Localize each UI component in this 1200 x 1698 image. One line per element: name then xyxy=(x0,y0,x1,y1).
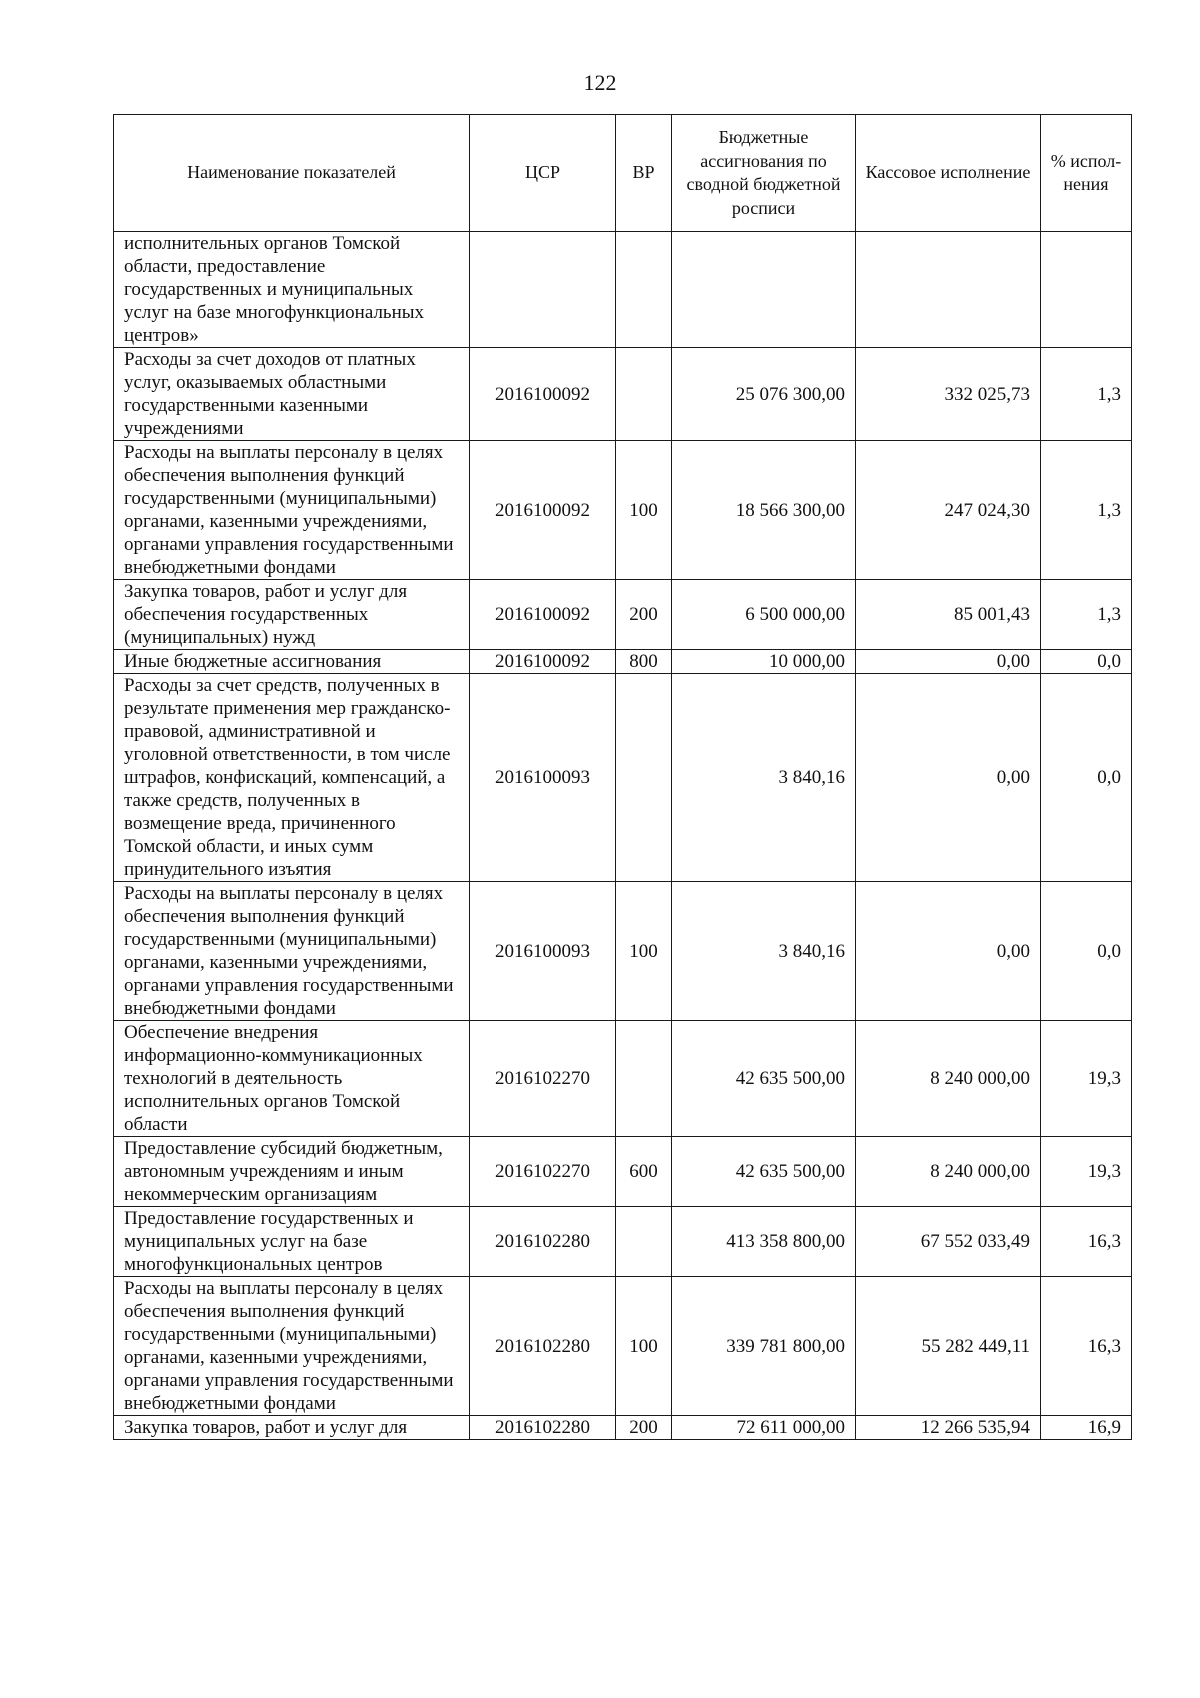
row-vr: 600 xyxy=(616,1137,672,1207)
row-allocations: 413 358 800,00 xyxy=(672,1207,856,1277)
row-csr: 2016100093 xyxy=(470,674,616,882)
row-percent: 0,0 xyxy=(1041,882,1132,1021)
row-percent: 16,3 xyxy=(1041,1207,1132,1277)
row-percent: 16,3 xyxy=(1041,1277,1132,1416)
row-name: Закупка товаров, работ и услуг для xyxy=(114,1416,470,1440)
table-row xyxy=(114,650,1132,674)
row-vr xyxy=(616,1207,672,1277)
table-row xyxy=(114,1021,1132,1137)
row-vr: 800 xyxy=(616,650,672,674)
table-row xyxy=(114,882,1132,1021)
table-row xyxy=(114,580,1132,650)
row-csr: 2016100092 xyxy=(470,580,616,650)
row-vr: 200 xyxy=(616,1416,672,1440)
row-csr: 2016100093 xyxy=(470,882,616,1021)
row-allocations: 25 076 300,00 xyxy=(672,348,856,441)
row-name: Предоставление государственных и муниципальных услуг на базе многофункциональных центров xyxy=(114,1207,470,1277)
row-execution: 0,00 xyxy=(856,674,1041,882)
table-row xyxy=(114,1137,1132,1207)
row-allocations: 42 635 500,00 xyxy=(672,1021,856,1137)
header-vr: ВР xyxy=(616,115,672,232)
table-header-row xyxy=(114,115,1132,232)
row-csr: 2016102280 xyxy=(470,1416,616,1440)
row-percent: 1,3 xyxy=(1041,441,1132,580)
row-percent: 0,0 xyxy=(1041,650,1132,674)
budget-execution-table xyxy=(113,114,1132,1440)
header-allocations: Бюджетные ассигнования по сводной бюджетной росписи xyxy=(672,115,856,232)
table-row xyxy=(114,1416,1132,1440)
row-percent: 16,9 xyxy=(1041,1416,1132,1440)
row-csr: 2016100092 xyxy=(470,441,616,580)
row-csr: 2016100092 xyxy=(470,348,616,441)
row-execution: 85 001,43 xyxy=(856,580,1041,650)
row-execution: 332 025,73 xyxy=(856,348,1041,441)
row-vr xyxy=(616,232,672,348)
row-vr: 100 xyxy=(616,1277,672,1416)
row-execution: 67 552 033,49 xyxy=(856,1207,1041,1277)
row-percent: 19,3 xyxy=(1041,1137,1132,1207)
row-name: Предоставление субсидий бюджетным, автономным учреждениям и иным некоммерческим организациям xyxy=(114,1137,470,1207)
row-name: Расходы на выплаты персоналу в целях обеспечения выполнения функций государственными (муниципальными) органами, казенными учреждениями, органами управления государственными внебюджетными фондами xyxy=(114,441,470,580)
row-percent: 1,3 xyxy=(1041,580,1132,650)
row-allocations: 18 566 300,00 xyxy=(672,441,856,580)
row-name: Расходы на выплаты персоналу в целях обеспечения выполнения функций государственными (муниципальными) органами, казенными учреждениями, органами управления государственными внебюджетными фондами xyxy=(114,882,470,1021)
row-name: исполнительных органов Томской области, предоставление государственных и муниципальных услуг на базе многофункциональных центров» xyxy=(114,232,470,348)
table-row xyxy=(114,1277,1132,1416)
row-execution: 12 266 535,94 xyxy=(856,1416,1041,1440)
row-name: Расходы за счет средств, полученных в результате применения мер гражданско-правовой, административной и уголовной ответственности, в том числе штрафов, конфискаций, компенсаций, а также средств, полученных в возмещение вреда, причиненного Томской области, и иных сумм принудительного изъятия xyxy=(114,674,470,882)
row-percent: 1,3 xyxy=(1041,348,1132,441)
table-row xyxy=(114,232,1132,348)
row-execution: 8 240 000,00 xyxy=(856,1021,1041,1137)
row-allocations: 10 000,00 xyxy=(672,650,856,674)
row-percent xyxy=(1041,232,1132,348)
table-row xyxy=(114,1207,1132,1277)
row-name: Иные бюджетные ассигнования xyxy=(114,650,470,674)
row-vr: 100 xyxy=(616,882,672,1021)
row-allocations: 339 781 800,00 xyxy=(672,1277,856,1416)
header-name: Наименование показателей xyxy=(114,115,470,232)
row-execution: 247 024,30 xyxy=(856,441,1041,580)
row-execution: 8 240 000,00 xyxy=(856,1137,1041,1207)
row-csr: 2016102270 xyxy=(470,1137,616,1207)
row-percent: 0,0 xyxy=(1041,674,1132,882)
row-execution: 55 282 449,11 xyxy=(856,1277,1041,1416)
header-percent: % испол-нения xyxy=(1041,115,1132,232)
row-vr: 200 xyxy=(616,580,672,650)
row-allocations: 42 635 500,00 xyxy=(672,1137,856,1207)
row-allocations: 3 840,16 xyxy=(672,882,856,1021)
row-vr: 100 xyxy=(616,441,672,580)
page-number: 122 xyxy=(583,70,617,95)
row-percent: 19,3 xyxy=(1041,1021,1132,1137)
table-row xyxy=(114,674,1132,882)
row-execution: 0,00 xyxy=(856,650,1041,674)
row-csr xyxy=(470,232,616,348)
row-allocations: 3 840,16 xyxy=(672,674,856,882)
table-row xyxy=(114,441,1132,580)
row-csr: 2016102280 xyxy=(470,1207,616,1277)
row-name: Закупка товаров, работ и услуг для обеспечения государственных (муниципальных) нужд xyxy=(114,580,470,650)
row-allocations: 72 611 000,00 xyxy=(672,1416,856,1440)
row-execution: 0,00 xyxy=(856,882,1041,1021)
table-row xyxy=(114,348,1132,441)
row-allocations xyxy=(672,232,856,348)
row-csr: 2016102280 xyxy=(470,1277,616,1416)
row-allocations: 6 500 000,00 xyxy=(672,580,856,650)
row-name: Обеспечение внедрения информационно-коммуникационных технологий в деятельность исполнительных органов Томской области xyxy=(114,1021,470,1137)
row-vr xyxy=(616,348,672,441)
row-vr xyxy=(616,1021,672,1137)
row-csr: 2016100092 xyxy=(470,650,616,674)
header-csr: ЦСР xyxy=(470,115,616,232)
row-name: Расходы за счет доходов от платных услуг, оказываемых областными государственными казенными учреждениями xyxy=(114,348,470,441)
row-csr: 2016102270 xyxy=(470,1021,616,1137)
row-name: Расходы на выплаты персоналу в целях обеспечения выполнения функций государственными (муниципальными) органами, казенными учреждениями, органами управления государственными внебюджетными фондами xyxy=(114,1277,470,1416)
row-execution xyxy=(856,232,1041,348)
header-execution: Кассовое исполнение xyxy=(856,115,1041,232)
row-vr xyxy=(616,674,672,882)
